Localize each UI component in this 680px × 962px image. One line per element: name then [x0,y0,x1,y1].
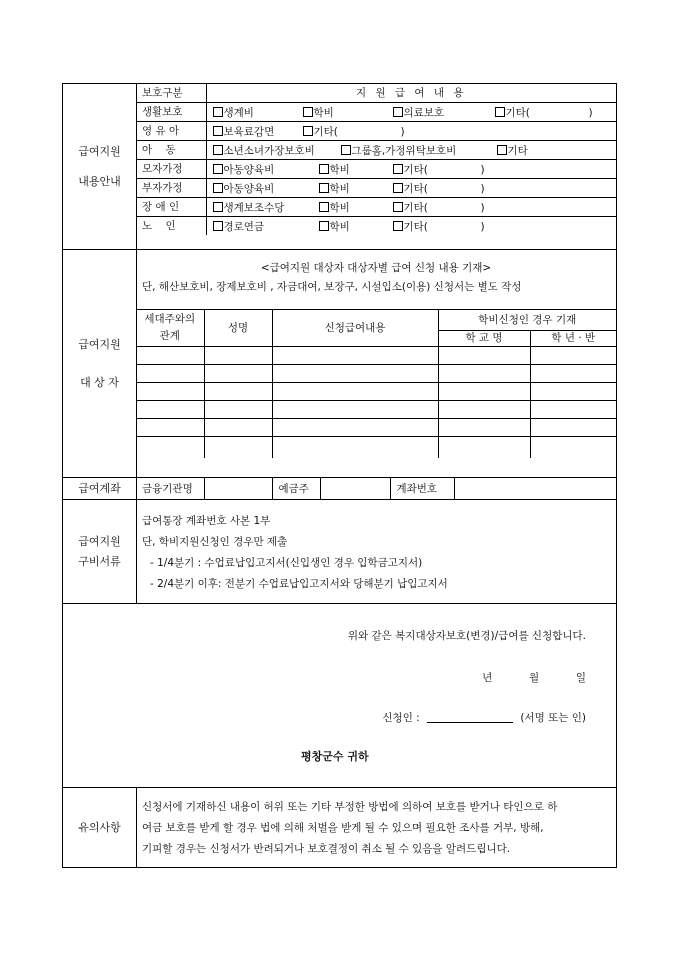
checkbox-icon[interactable] [341,145,351,155]
checkbox-icon[interactable] [213,202,223,212]
table-row [136,436,616,458]
category-label: 영 유 아 [136,122,206,141]
checkbox-icon[interactable] [319,202,329,212]
caution-line1: 신청서에 기재하신 내용이 허위 또는 기타 부정한 방법에 의하여 보호를 받거나 타인으로 하 [142,801,558,813]
caution-label: 유의사항 [63,788,137,867]
table-row [136,364,616,382]
paren-close: ) [400,125,405,138]
bank-name-field[interactable] [204,478,272,499]
checkbox-option[interactable]: 생계비 [213,104,254,122]
category-label: 노 인 [136,217,206,236]
col-grade-class: 학 년 · 반 [530,330,616,346]
account-number-label: 계좌번호 [390,478,454,499]
table-row [136,418,616,436]
checkbox-option[interactable]: 기타( [495,104,530,122]
notice-line1: <급여지원 대상자 대상자별 급여 신청 내용 기재> [260,262,492,274]
account-holder-label: 예금주 [272,478,320,499]
checkbox-icon[interactable] [213,126,223,136]
checkbox-option[interactable]: 보육료감면 [213,123,275,141]
checkbox-icon[interactable] [497,145,507,155]
beneficiary-label-line1: 급여지원 [78,337,121,351]
date-day: 일 [575,672,586,684]
benefit-guide-table [136,84,616,235]
application-statement: 위와 같은 복지대상자보호(변경)/급여를 신청합니다. [347,630,586,642]
checkbox-option[interactable]: 생계보조수당 [213,199,285,217]
col-school-group: 학비신청인 경우 기재 [438,310,616,330]
beneficiary-table [136,310,616,458]
account-table [136,478,616,499]
account-holder-field[interactable] [320,478,390,499]
checkbox-option[interactable]: 기타( [393,199,428,217]
table-row [136,346,616,364]
category-label: 생활보호 [136,103,206,122]
checkbox-icon[interactable] [393,183,403,193]
date-month: 월 [529,672,540,684]
beneficiary-section [62,250,617,478]
documents-section [62,500,617,604]
beneficiary-notice [136,250,616,310]
checkbox-option[interactable]: 아동양육비 [213,161,275,179]
benefit-guide-section [62,83,617,250]
application-section [62,604,617,788]
checkbox-icon[interactable] [319,183,329,193]
table-row [136,382,616,400]
checkbox-option[interactable]: 그룹홈,가정위탁보호비 [341,142,457,160]
checkbox-option[interactable]: 학비 [319,199,350,217]
checkbox-icon[interactable] [213,107,223,117]
category-label: 부자가정 [136,179,206,198]
documents-label: 급여지원 구비서류 [63,500,137,603]
account-section [62,478,617,500]
category-label: 장 애 인 [136,198,206,217]
recipient: 평창군수 귀하 [301,750,369,763]
checkbox-icon[interactable] [303,126,313,136]
documents-line1: 급여통장 계좌번호 사본 1부 [142,515,271,527]
checkbox-option[interactable]: 아동양육비 [213,180,275,198]
paren-close: ) [588,106,593,119]
checkbox-icon[interactable] [213,145,223,155]
category-label: 모자가정 [136,160,206,179]
beneficiary-label-line2: 대 상 자 [80,375,119,389]
checkbox-option[interactable]: 학비 [303,104,334,122]
header-category: 보호구분 [136,84,206,103]
account-label: 급여계좌 [63,478,137,499]
caution-section [62,788,617,868]
table-row [136,400,616,418]
col-relation: 세대주와의 관계 [136,310,204,346]
col-name: 성명 [204,310,272,346]
checkbox-icon[interactable] [319,164,329,174]
paren-close: ) [480,201,485,214]
checkbox-option[interactable]: 학비 [319,180,350,198]
documents-line2: 단, 학비지원신청인 경우만 제출 [142,536,288,548]
benefit-guide-label [63,84,137,249]
checkbox-icon[interactable] [213,183,223,193]
checkbox-option[interactable]: 학비 [319,218,350,236]
bank-name-label: 금융기관명 [136,478,204,499]
checkbox-icon[interactable] [213,221,223,231]
checkbox-option[interactable]: 기타 [497,142,528,160]
account-number-field[interactable] [454,478,616,499]
caution-line3: 기피할 경우는 신청서가 반려되거나 보호결정이 취소 될 수 있음을 알려드립니다. [142,843,511,855]
paren-close: ) [480,163,485,176]
checkbox-option[interactable]: 기타( [393,161,428,179]
applicant-signature-field[interactable] [427,722,513,723]
col-school-name: 학 교 명 [438,330,530,346]
checkbox-option[interactable]: 소년소녀가장보호비 [213,142,315,160]
documents-line4: - 2/4분기 이후: 전분기 수업료납입고지서와 당해분기 납입고지서 [150,578,448,590]
beneficiary-label [63,250,137,477]
applicant-label: 신청인 : [382,712,420,724]
caution-line2: 여금 보호를 받게 할 경우 법에 의해 처벌을 받게 될 수 있으며 필요한 조사를 거부, 방해, [142,822,544,834]
checkbox-icon[interactable] [393,164,403,174]
checkbox-option[interactable]: 의료보호 [393,104,445,122]
benefit-guide-label-line2: 내용안내 [78,174,121,188]
paren-close: ) [480,220,485,233]
col-benefit-content: 신청급여내용 [272,310,438,346]
checkbox-option[interactable]: 학비 [319,161,350,179]
checkbox-option[interactable]: 기타( [303,123,338,141]
checkbox-option[interactable]: 기타( [393,180,428,198]
application-date [482,670,586,685]
notice-line2: 단, 해산보호비, 장제보호비 , 자금대여, 보장구, 시설입소(이용) 신청서는 별도 작성 [142,281,522,293]
checkbox-icon[interactable] [393,202,403,212]
checkbox-icon[interactable] [319,221,329,231]
header-benefit-content: 지 원 급 여 내 용 [206,84,616,103]
date-year: 년 [482,672,493,684]
checkbox-option[interactable]: 기타( [393,218,428,236]
checkbox-icon[interactable] [213,164,223,174]
applicant-sign-note: (서명 또는 인) [520,712,586,724]
documents-line3: - 1/4분기 : 수업료납입고지서(신입생인 경우 입학금고지서) [150,557,423,569]
paren-close: ) [480,182,485,195]
checkbox-icon[interactable] [495,107,505,117]
checkbox-option[interactable]: 경로연금 [213,218,265,236]
checkbox-icon[interactable] [303,107,313,117]
applicant-line [382,710,586,725]
benefit-guide-label-line1: 급여지원 [78,144,121,158]
checkbox-icon[interactable] [393,107,403,117]
checkbox-icon[interactable] [393,221,403,231]
category-label: 아 동 [136,141,206,160]
